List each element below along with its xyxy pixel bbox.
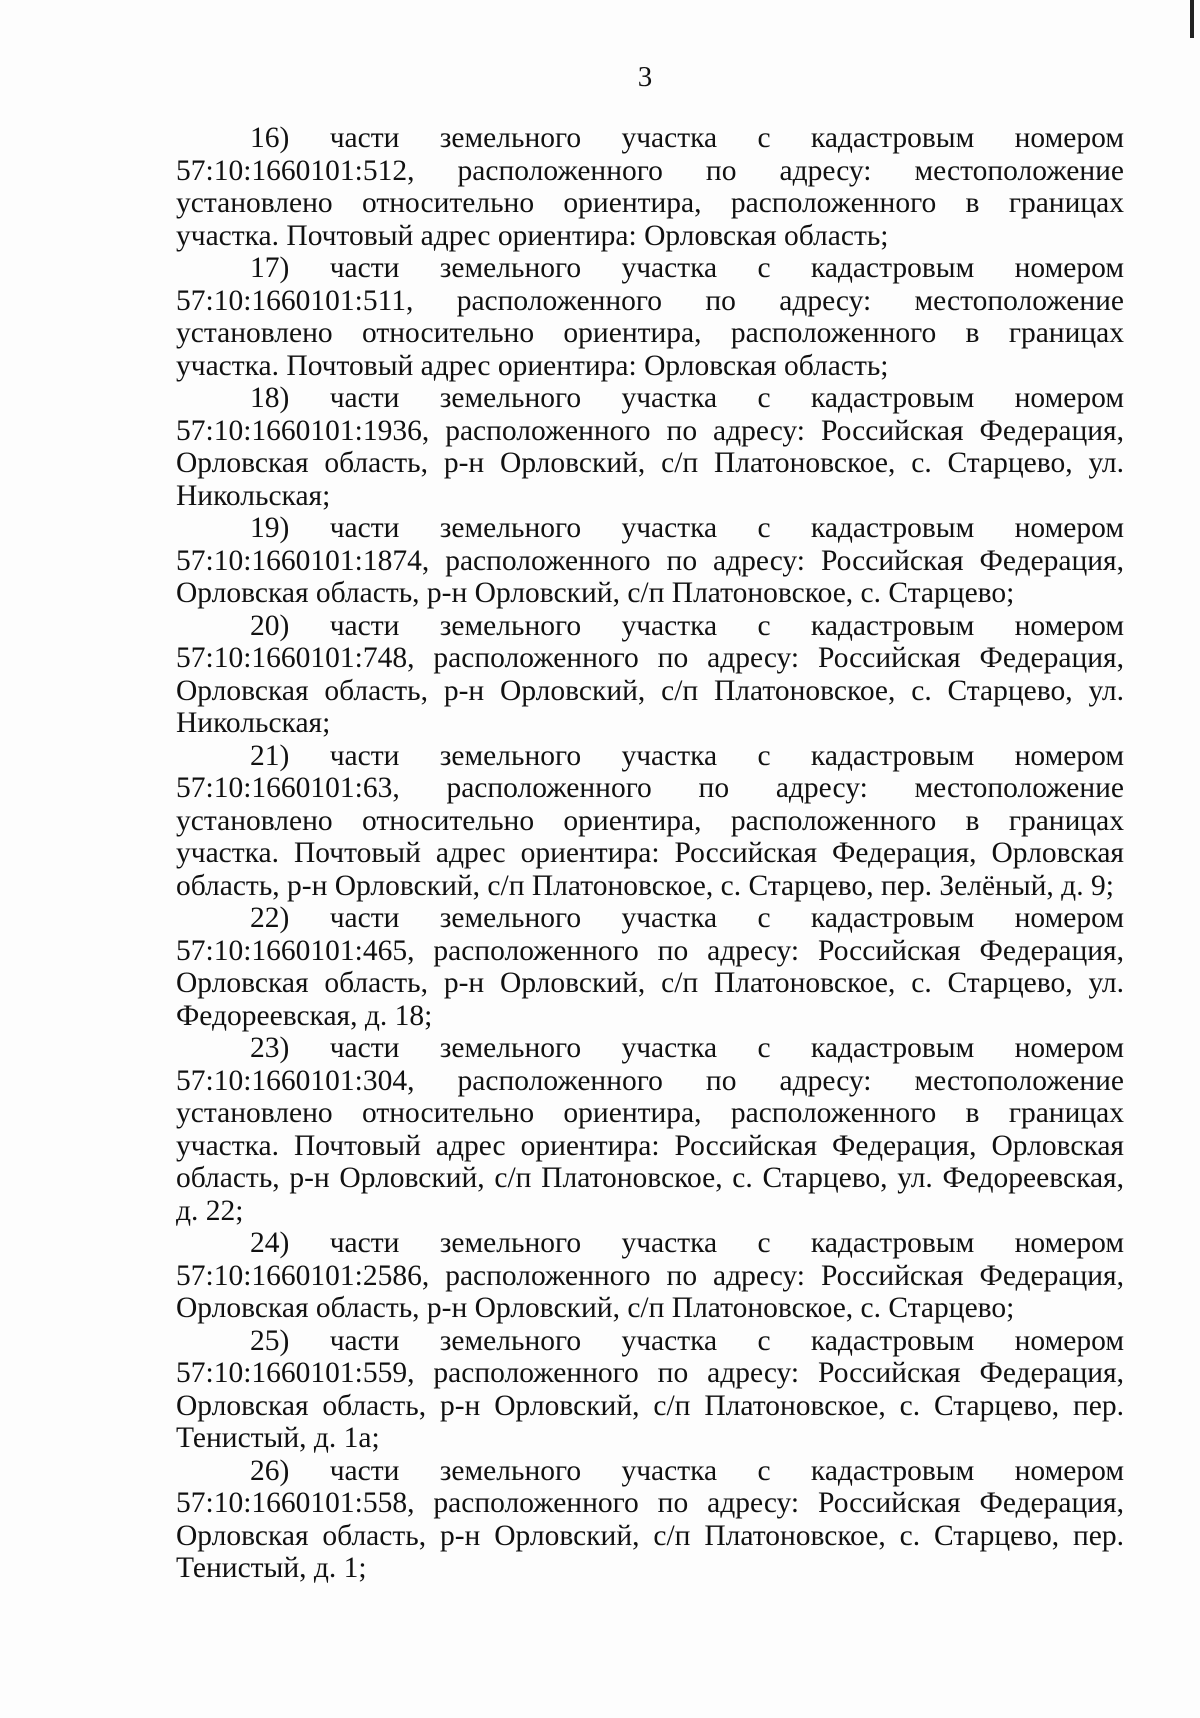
- clause-26: 26) части земельного участка с кадастровым номером 57:10:1660101:558, расположенного по адресу: Российская Федерация, Орловская область, р-н Орловский, с/п Платоновское, с. Старцево, пер. Тенистый, д. 1;: [176, 1454, 1124, 1584]
- clause-19: 19) части земельного участка с кадастровым номером 57:10:1660101:1874, расположенного по адресу: Российская Федерация, Орловская область, р-н Орловский, с/п Платоновское, с. Старцево;: [176, 512, 1124, 609]
- clause-25: 25) части земельного участка с кадастровым номером 57:10:1660101:559, расположенного по адресу: Российская Федерация, Орловская область, р-н Орловский, с/п Платоновское, с. Старцево, пер. Тенистый, д. 1а;: [176, 1324, 1124, 1454]
- document-body: [176, 122, 1124, 1585]
- clause-16: 16) части земельного участка с кадастровым номером 57:10:1660101:512, расположенного по адресу: местоположение установлено относительно ориентира, расположенного в границах участка. Почтовый адрес ориентира: Орловская область;: [176, 122, 1124, 252]
- clause-18: 18) части земельного участка с кадастровым номером 57:10:1660101:1936, расположенного по адресу: Российская Федерация, Орловская область, р-н Орловский, с/п Платоновское, с. Старцево, ул. Никольская;: [176, 382, 1124, 512]
- page-number: 3: [637, 61, 653, 93]
- clause-23: 23) части земельного участка с кадастровым номером 57:10:1660101:304, расположенного по адресу: местоположение установлено относительно ориентира, расположенного в границах участка. Почтовый адрес ориентира: Российская Федерация, Орловская область, р-н Орловский, с/п Платоновское, с. Старцево, ул. Федореевская, д. 22;: [176, 1032, 1124, 1227]
- scan-edge-mark: [1190, 0, 1194, 38]
- clause-21: 21) части земельного участка с кадастровым номером 57:10:1660101:63, расположенного по адресу: местоположение установлено относительно ориентира, расположенного в границах участка. Почтовый адрес ориентира: Российская Федерация, Орловская область, р-н Орловский, с/п Платоновское, с. Старцево, пер. Зелёный, д. 9;: [176, 739, 1124, 902]
- clause-22: 22) части земельного участка с кадастровым номером 57:10:1660101:465, расположенного по адресу: Российская Федерация, Орловская область, р-н Орловский, с/п Платоновское, с. Старцево, ул. Федореевская, д. 18;: [176, 902, 1124, 1032]
- clause-17: 17) части земельного участка с кадастровым номером 57:10:1660101:511, расположенного по адресу: местоположение установлено относительно ориентира, расположенного в границах участка. Почтовый адрес ориентира: Орловская область;: [176, 252, 1124, 382]
- clause-24: 24) части земельного участка с кадастровым номером 57:10:1660101:2586, расположенного по адресу: Российская Федерация, Орловская область, р-н Орловский, с/п Платоновское, с. Старцево;: [176, 1227, 1124, 1324]
- clause-20: 20) части земельного участка с кадастровым номером 57:10:1660101:748, расположенного по адресу: Российская Федерация, Орловская область, р-н Орловский, с/п Платоновское, с. Старцево, ул. Никольская;: [176, 609, 1124, 739]
